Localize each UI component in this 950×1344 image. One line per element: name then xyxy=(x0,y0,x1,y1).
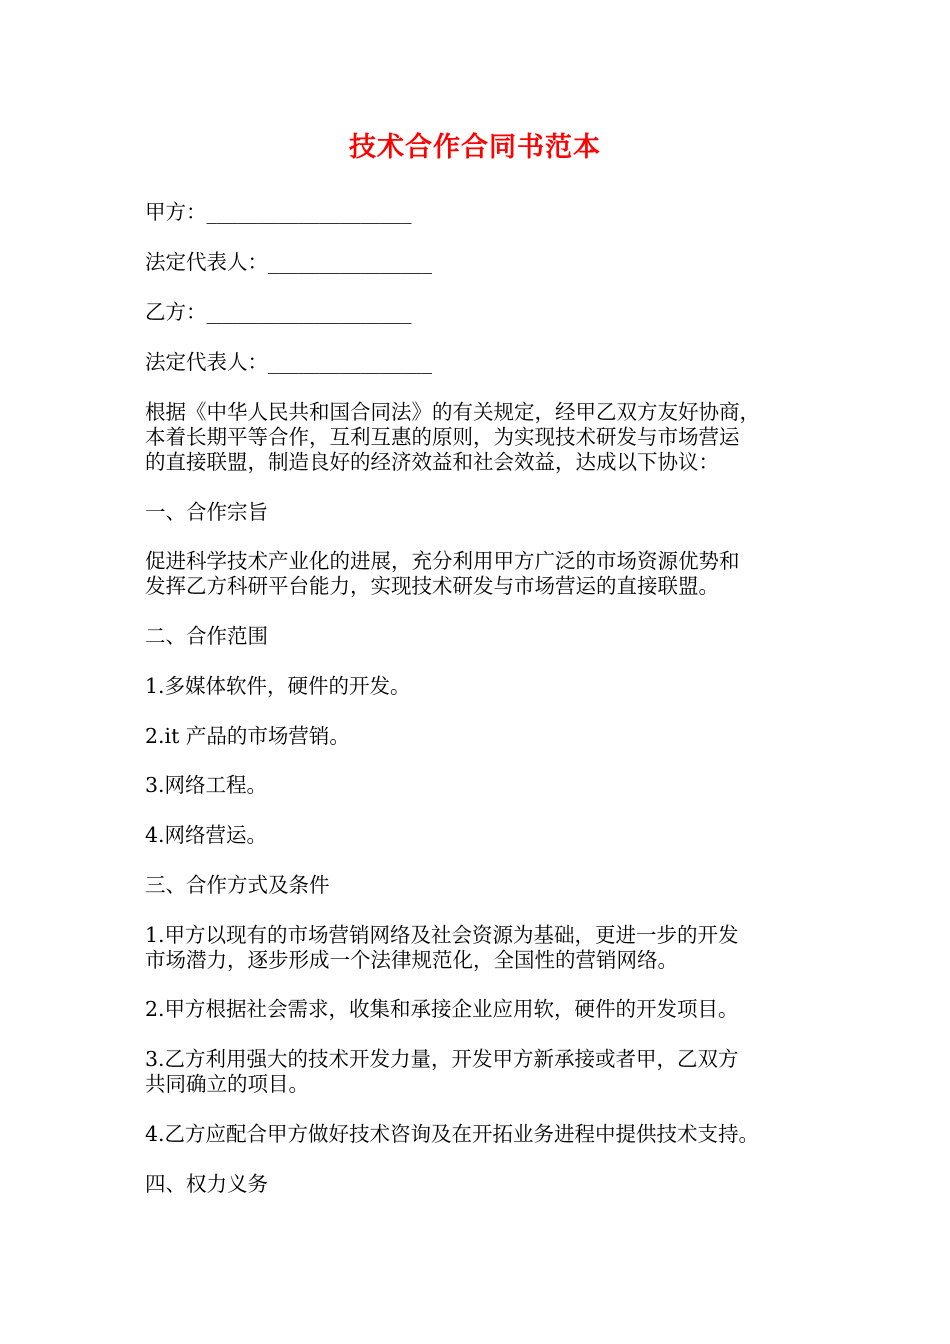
section-3-heading: 三、合作方式及条件 xyxy=(145,873,330,897)
party-b-label: 乙方： xyxy=(145,300,207,324)
party-a-rep-blank: ________________ xyxy=(268,250,432,274)
party-b-rep-line xyxy=(145,350,815,375)
section-3-item-3-line-2: 共同确立的项目。 xyxy=(145,1072,309,1096)
section-3-item-2: 2.甲方根据社会需求，收集和承接企业应用软，硬件的开发项目。 xyxy=(145,997,739,1021)
section-1-body-line-1: 促进科学技术产业化的进展，充分利用甲方广泛的市场资源优势和 xyxy=(145,549,740,573)
section-3-item-1-line-2: 市场潜力，逐步形成一个法律规范化，全国性的营销网络。 xyxy=(145,948,678,972)
preamble-line-2: 本着长期平等合作，互利互惠的原则，为实现技术研发与市场营运 xyxy=(145,425,740,449)
section-3-item-1-line-1: 1.甲方以现有的市场营销网络及社会资源为基础，更进一步的开发 xyxy=(145,923,739,947)
section-1-heading: 一、合作宗旨 xyxy=(145,500,268,524)
preamble-line-1: 根据《中华人民共和国合同法》的有关规定，经甲乙双方友好协商， xyxy=(145,400,760,424)
section-1-body-line-2: 发挥乙方科研平台能力，实现技术研发与市场营运的直接联盟。 xyxy=(145,574,719,598)
party-b-line xyxy=(145,300,815,325)
party-a-label: 甲方： xyxy=(145,200,207,224)
document-title: 技术合作合同书范本 xyxy=(349,132,601,163)
party-b-blank: ____________________ xyxy=(206,300,412,324)
section-2-item-1: 1.多媒体软件，硬件的开发。 xyxy=(145,674,411,698)
party-b-rep-label: 法定代表人： xyxy=(145,350,268,374)
section-3-item-3-line-1: 3.乙方利用强大的技术开发力量，开发甲方新承接或者甲，乙双方 xyxy=(145,1047,739,1071)
party-a-line xyxy=(145,200,815,225)
party-a-rep-label: 法定代表人： xyxy=(145,250,268,274)
section-2-item-2: 2.it 产品的市场营销。 xyxy=(145,724,350,748)
section-4-heading: 四、权力义务 xyxy=(145,1172,268,1196)
preamble-line-3: 的直接联盟，制造良好的经济效益和社会效益，达成以下协议： xyxy=(145,450,719,474)
party-b-rep-blank: ________________ xyxy=(268,350,432,374)
section-2-heading: 二、合作范围 xyxy=(145,624,268,648)
party-a-rep-line xyxy=(145,250,815,275)
section-3-item-4: 4.乙方应配合甲方做好技术咨询及在开拓业务进程中提供技术支持。 xyxy=(145,1122,760,1146)
party-a-blank: ____________________ xyxy=(206,200,412,224)
section-2-item-4: 4.网络营运。 xyxy=(145,823,268,847)
section-2-item-3: 3.网络工程。 xyxy=(145,773,268,797)
